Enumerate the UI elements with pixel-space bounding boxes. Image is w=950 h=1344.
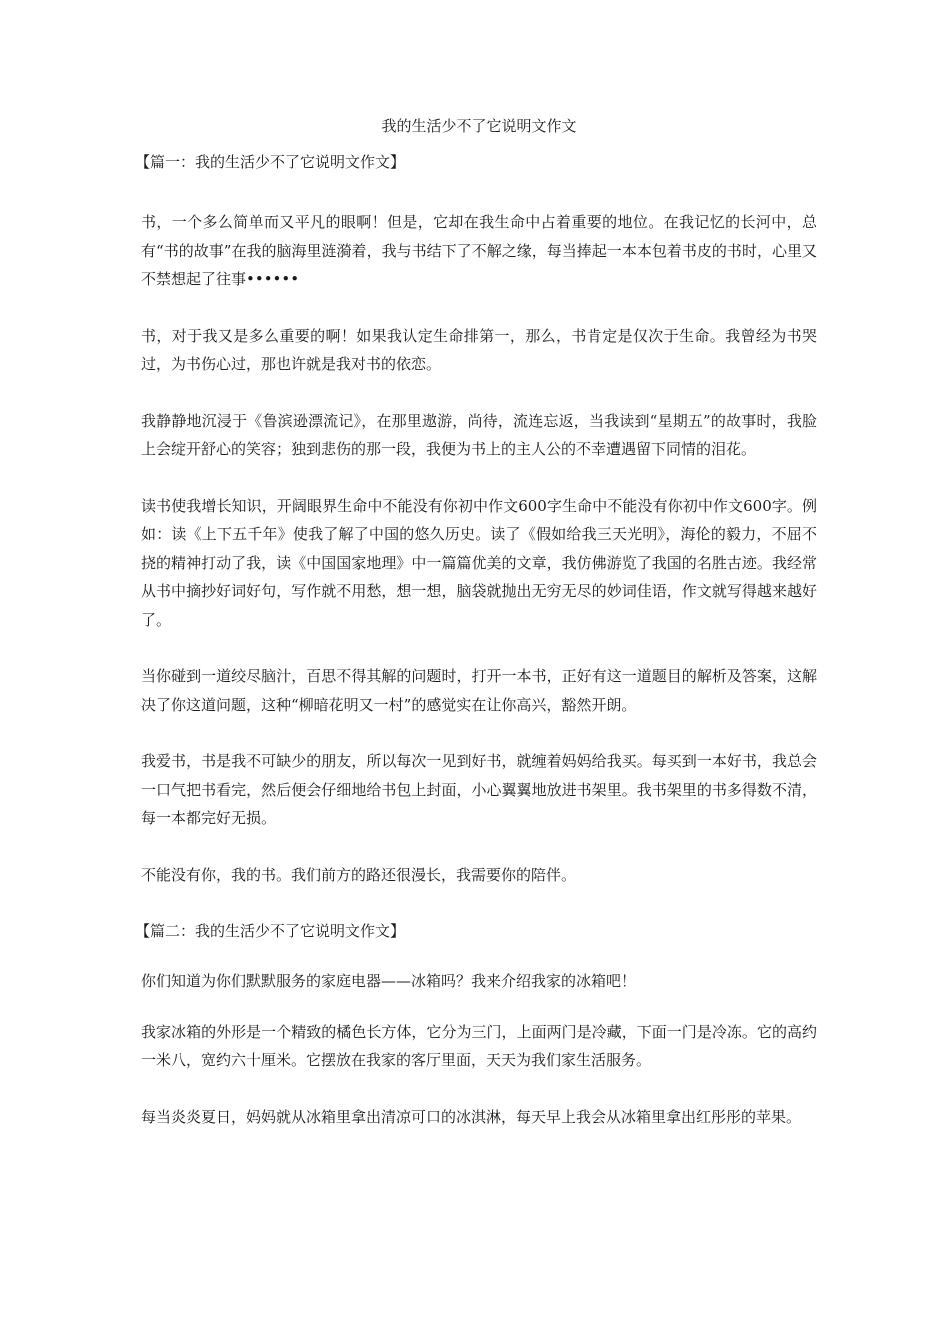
paragraph: 读书使我增长知识，开阔眼界生命中不能没有你初中作文600字生命中不能没有你初中作文600字。例如：读《上下五千年》使我了解了中国的悠久历史。读了《假如给我三天光明》，海伦的毅力，不屈不挠的精神打动了我，读《中国国家地理》中一篇篇优美的文章，我仿佛游览了我国的名胜古迹。我经常从书中摘抄好词好句，写作就不用愁，想一想，脑袋就抛出无穷无尽的妙词佳语，作文就写得越来越好了。 <box>141 496 817 629</box>
paragraph: 我家冰箱的外形是一个精致的橘色长方体，它分为三门，上面两门是冷藏，下面一门是冷冻。它的高约一米八，宽约六十厘米。它摆放在我家的客厅里面，天天为我们家生活服务。 <box>141 1022 817 1069</box>
section-heading: 【篇一：我的生活少不了它说明文作文】 <box>135 153 406 171</box>
paragraph: 书，一个多么简单而又平凡的眼啊！但是，它却在我生命中占着重要的地位。在我记忆的长河中，总有“书的故事”在我的脑海里涟漪着，我与书结下了不解之缘，每当捧起一本本包着书皮的书时，心里又不禁想起了往事•••••• <box>141 213 817 288</box>
section-2 <box>135 917 817 1131</box>
paragraph: 书，对于我又是多么重要的啊！如果我认定生命排第一，那么，书肯定是仅次于生命。我曾经为书哭过，为书伤心过，那也许就是我对书的依恋。 <box>141 326 817 373</box>
paragraph: 每当炎炎夏日，妈妈就从冰箱里拿出清凉可口的冰淇淋，每天早上我会从冰箱里拿出红彤彤的苹果。 <box>141 1107 802 1126</box>
document-title: 我的生活少不了它说明文作文 <box>381 117 577 135</box>
paragraph: 当你碰到一道绞尽脑汁，百思不得其解的问题时，打开一本书，正好有这一道题目的解析及答案，这解决了你这道问题，这种“柳暗花明又一村”的感觉实在让你高兴，豁然开朗。 <box>141 667 817 714</box>
document-page <box>135 112 817 1159</box>
paragraph: 我静静地沉浸于《鲁滨逊漂流记》，在那里遨游，尚待，流连忘返，当我读到“星期五”的故事时，我脸上会绽开舒心的笑容；独到悲伤的那一段，我便为书上的主人公的不幸遭遇留下同情的泪花。 <box>141 411 817 458</box>
paragraph: 不能没有你，我的书。我们前方的路还很漫长，我需要你的陪伴。 <box>141 865 577 884</box>
paragraph: 你们知道为你们默默服务的家庭电器——冰箱吗？我来介绍我家的冰箱吧！ <box>141 972 637 990</box>
section-1 <box>135 148 817 889</box>
paragraph: 我爱书，书是我不可缺少的朋友，所以每次一见到好书，就缠着妈妈给我买。每买到一本好书，我总会一口气把书看完，然后便会仔细地给书包上封面，小心翼翼地放进书架里。我书架里的书多得数不清，每一本都完好无损。 <box>141 752 817 827</box>
section-heading: 【篇二：我的生活少不了它说明文作文】 <box>135 922 406 940</box>
